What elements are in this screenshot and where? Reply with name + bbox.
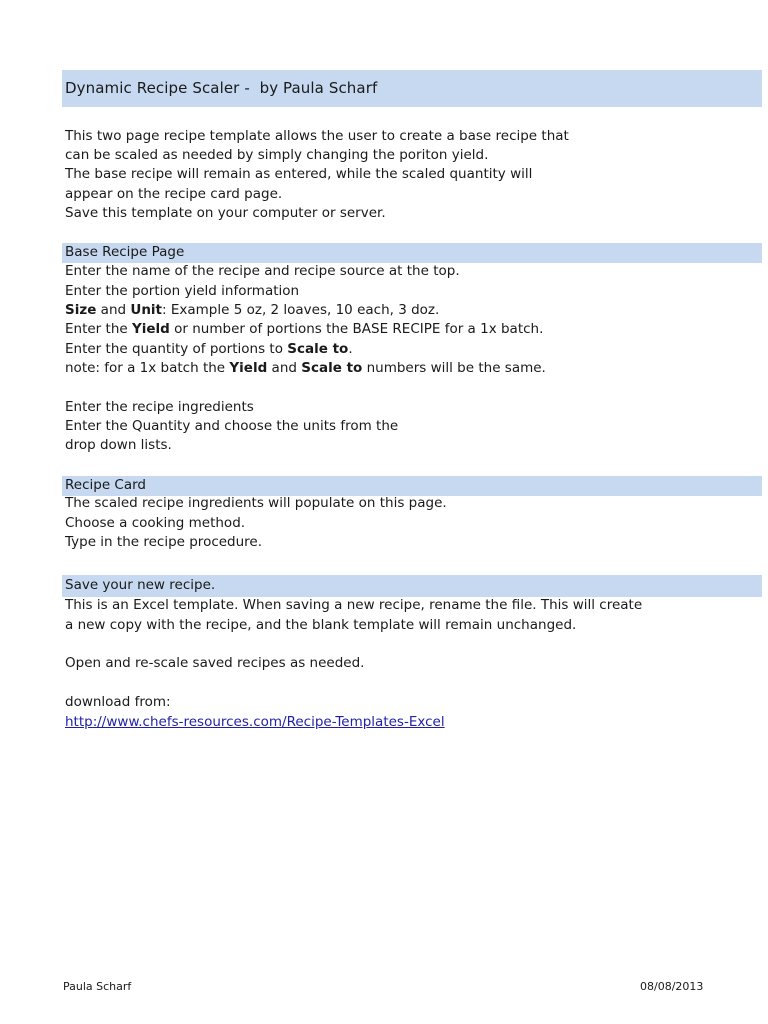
intro-line: This two page recipe template allows the user to create a base recipe that <box>65 128 569 144</box>
intro-line: can be scaled as needed by simply changing the poriton yield. <box>65 147 489 163</box>
recipe-card-heading: Recipe Card <box>65 477 146 493</box>
scale-to-term: Scale to <box>301 360 363 376</box>
ingredients-line: Enter the recipe ingredients <box>65 399 254 415</box>
recipe-card-line: The scaled recipe ingredients will populate on this page. <box>65 495 447 511</box>
base-recipe-line: Enter the portion yield information <box>65 283 300 299</box>
save-line: This is an Excel template. When saving a new recipe, rename the file. This will create <box>65 597 643 613</box>
unit-term: Unit <box>130 302 163 318</box>
intro-line: appear on the recipe card page. <box>65 186 283 202</box>
yield-line: Enter the Yield or number of portions the BASE RECIPE for a 1x batch. <box>65 321 544 337</box>
note-line: note: for a 1x batch the Yield and Scale to numbers will be the same. <box>65 360 546 376</box>
scale-to-term: Scale to <box>287 341 349 357</box>
size-unit-line: Size and Unit: Example 5 oz, 2 loaves, 10 each, 3 doz. <box>65 302 440 318</box>
save-line: a new copy with the recipe, and the blank template will remain unchanged. <box>65 617 577 633</box>
size-term: Size <box>65 302 97 318</box>
scale-line: Enter the quantity of portions to Scale to. <box>65 341 353 357</box>
recipe-card-band <box>62 476 762 496</box>
ingredients-line: Enter the Quantity and choose the units from the <box>65 418 399 434</box>
download-label: download from: <box>65 694 171 710</box>
base-recipe-line: Enter the name of the recipe and recipe source at the top. <box>65 263 460 279</box>
yield-term: Yield <box>131 321 170 337</box>
base-recipe-heading: Base Recipe Page <box>65 244 185 260</box>
recipe-card-line: Type in the recipe procedure. <box>65 534 263 550</box>
intro-line: The base recipe will remain as entered, while the scaled quantity will <box>65 166 533 182</box>
recipe-card-line: Choose a cooking method. <box>65 515 246 531</box>
yield-term: Yield <box>229 360 268 376</box>
ingredients-line: drop down lists. <box>65 437 172 453</box>
download-link[interactable]: http://www.chefs-resources.com/Recipe-Templates-Excel <box>65 714 445 730</box>
rescale-line: Open and re-scale saved recipes as needed. <box>65 655 365 671</box>
document-title: Dynamic Recipe Scaler - by Paula Scharf <box>65 79 378 97</box>
footer-date: 08/08/2013 <box>640 980 704 993</box>
footer-author: Paula Scharf <box>63 980 132 993</box>
intro-line: Save this template on your computer or server. <box>65 205 386 221</box>
save-heading: Save your new recipe. <box>65 577 216 593</box>
